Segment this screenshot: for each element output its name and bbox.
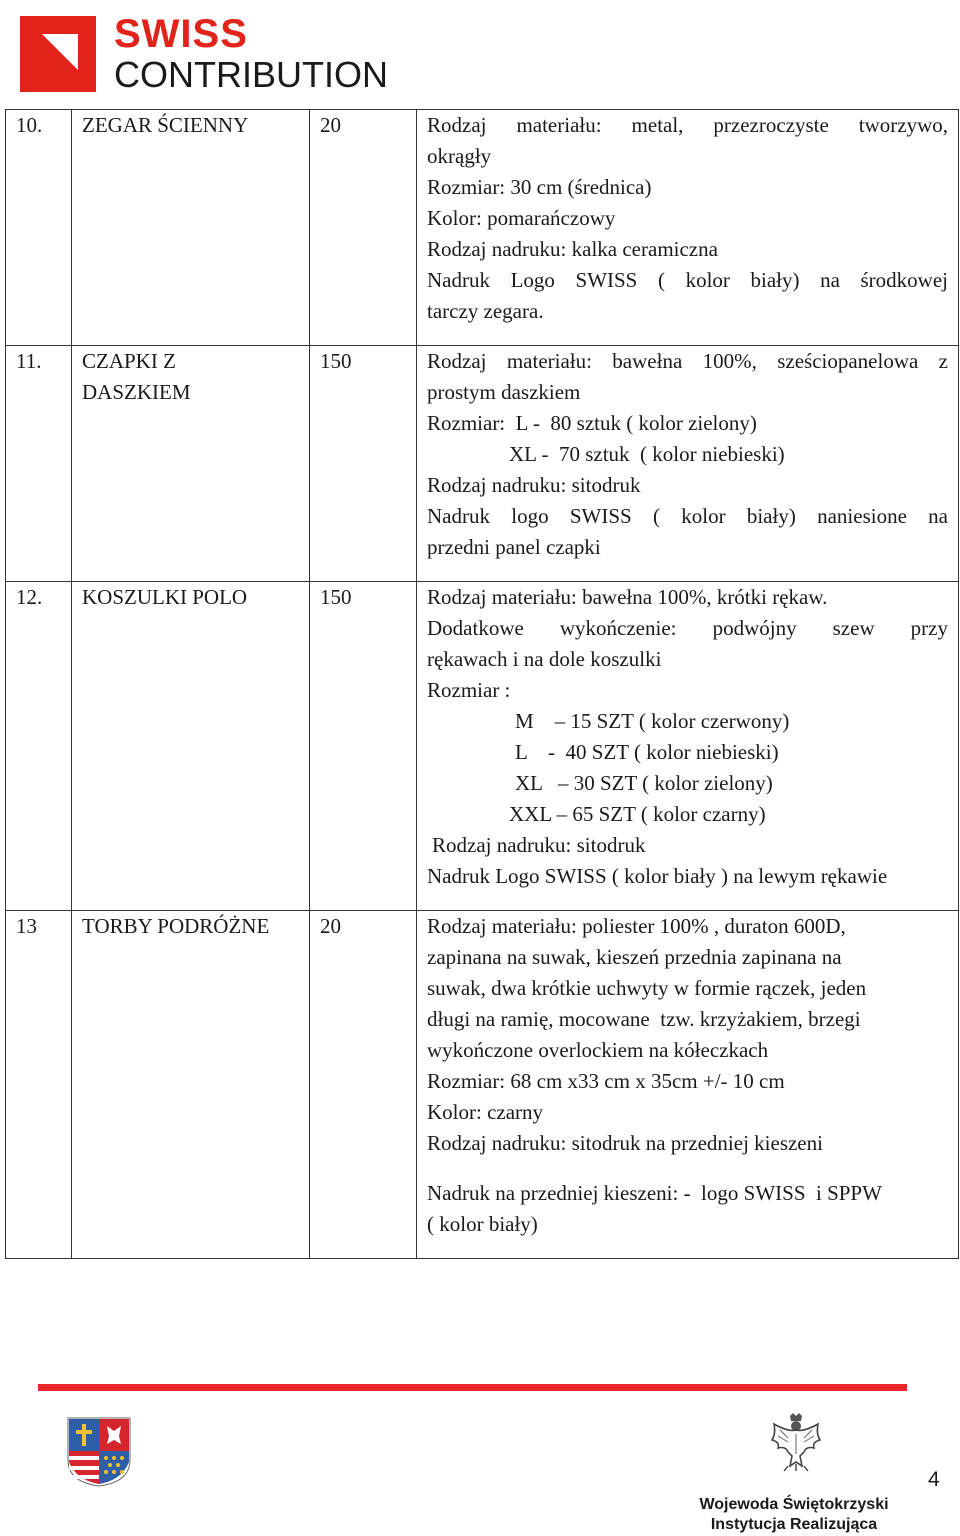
item-number: 13 — [6, 911, 72, 1259]
description-line: Nadruk logo SWISS ( kolor biały) naniesione na — [427, 504, 948, 528]
item-description — [417, 911, 959, 1259]
description-line: Rozmiar: L - 80 sztuk ( kolor zielony) — [427, 411, 757, 435]
items-table — [5, 109, 959, 1259]
description-line: M – 15 SZT ( kolor czerwony) — [515, 709, 790, 733]
item-name — [72, 110, 310, 346]
item-quantity: 150 — [310, 346, 417, 582]
description-line: Rodzaj materiału: poliester 100% , duraton 600D, — [427, 914, 846, 938]
description-line: tarczy zegara. — [427, 299, 544, 323]
description-line: Nadruk Logo SWISS ( kolor biały ) na lewym rękawie — [427, 864, 888, 888]
description-line: XL - 70 sztuk ( kolor niebieski) — [509, 442, 785, 466]
description-line: Rozmiar: 30 cm (średnica) — [427, 175, 652, 199]
description-line: Rodzaj materiału: metal, przezroczyste tworzywo, — [427, 113, 948, 137]
description-line: przedni panel czapki — [427, 535, 601, 559]
description-line: Rodzaj nadruku: sitodruk — [427, 473, 641, 497]
description-line: Nadruk na przedniej kieszeni: - logo SWISS i SPPW — [427, 1181, 882, 1205]
description-line: Rodzaj materiału: bawełna 100%, sześciopanelowa z — [427, 349, 948, 373]
item-description — [417, 346, 959, 582]
item-name — [72, 911, 310, 1259]
description-line: Kolor: czarny — [427, 1100, 544, 1124]
polish-eagle-emblem-icon — [768, 1412, 824, 1472]
item-row — [6, 582, 959, 911]
swiss-logo-icon — [20, 16, 96, 92]
item-quantity: 150 — [310, 582, 417, 911]
description-line: Dodatkowe wykończenie: podwójny szew przy — [427, 616, 948, 640]
item-quantity: 20 — [310, 911, 417, 1259]
item-name-line: ZEGAR ŚCIENNY — [82, 113, 249, 137]
footer-issuer: Wojewoda Świętokrzyski — [699, 1496, 889, 1513]
item-name-line: CZAPKI Z — [82, 349, 176, 373]
description-line: Nadruk Logo SWISS ( kolor biały) na środkowej — [427, 268, 948, 292]
description-line: Rozmiar : — [427, 678, 511, 702]
item-name-line: DASZKIEM — [82, 380, 191, 404]
footer-institution: Instytucja Realizująca — [710, 1516, 878, 1533]
swietokrzyskie-crest-icon — [66, 1416, 132, 1488]
description-line: Rodzaj nadruku: sitodruk na przedniej kieszeni — [427, 1131, 823, 1155]
item-number: 11. — [6, 346, 72, 582]
description-line: Rozmiar: 68 cm x33 cm x 35cm +/- 10 cm — [427, 1069, 785, 1093]
item-description — [417, 110, 959, 346]
item-row — [6, 346, 959, 582]
description-line: wykończone overlockiem na kółeczkach — [427, 1038, 769, 1062]
swiss-contribution-logo — [20, 14, 400, 94]
item-name-line: KOSZULKI POLO — [82, 585, 248, 609]
description-line: suwak, dwa krótkie uchwyty w formie rączek, jeden — [427, 976, 867, 1000]
description-line: ( kolor biały) — [427, 1212, 538, 1236]
item-number: 12. — [6, 582, 72, 911]
description-line: XL – 30 SZT ( kolor zielony) — [515, 771, 773, 795]
item-name — [72, 346, 310, 582]
page-number: 4 — [928, 1468, 940, 1491]
footer-divider — [38, 1384, 907, 1391]
description-line: Rodzaj materiału: bawełna 100%, krótki rękaw. — [427, 585, 828, 609]
item-row — [6, 911, 959, 1259]
logo-text-contribution: CONTRIBUTION — [114, 54, 388, 95]
description-line: długi na ramię, mocowane tzw. krzyżakiem, brzegi — [427, 1007, 861, 1031]
description-line: prostym daszkiem — [427, 380, 581, 404]
item-name-line: TORBY PODRÓŻNE — [82, 914, 270, 938]
item-row — [6, 110, 959, 346]
item-description — [417, 582, 959, 911]
description-line: XXL – 65 SZT ( kolor czarny) — [509, 802, 766, 826]
description-line: okrągły — [427, 144, 492, 168]
description-line: zapinana na suwak, kieszeń przednia zapinana na — [427, 945, 842, 969]
logo-text-swiss: SWISS — [114, 12, 248, 56]
description-line: Kolor: pomarańczowy — [427, 206, 616, 230]
description-line: rękawach i na dole koszulki — [427, 647, 662, 671]
description-line: Rodzaj nadruku: sitodruk — [432, 833, 646, 857]
item-name — [72, 582, 310, 911]
item-number: 10. — [6, 110, 72, 346]
description-line: Rodzaj nadruku: kalka ceramiczna — [427, 237, 718, 261]
item-quantity: 20 — [310, 110, 417, 346]
description-line: L - 40 SZT ( kolor niebieski) — [515, 740, 779, 764]
